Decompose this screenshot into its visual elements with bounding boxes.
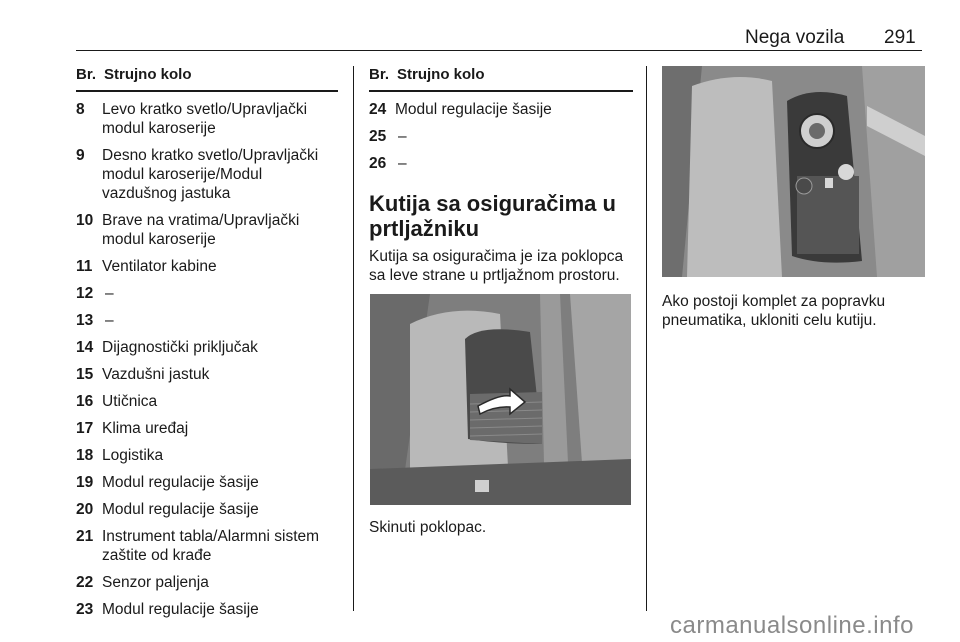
- fuse-circuit: –: [398, 128, 407, 145]
- fuse-number: 20: [76, 501, 94, 518]
- table-row: [76, 600, 338, 619]
- table-row: [76, 211, 338, 249]
- fuse-number: 19: [76, 474, 94, 491]
- table-row: [76, 100, 338, 138]
- table-row: [76, 419, 338, 438]
- fuse-circuit: Logistika: [102, 447, 164, 464]
- fuse-number: 10: [76, 212, 94, 229]
- fuse-circuit: Modul regulacije šasije: [395, 101, 552, 118]
- fuse-number: 15: [76, 366, 94, 383]
- col-name-header: Strujno kolo: [104, 66, 192, 83]
- fuse-number: 13: [76, 312, 94, 329]
- table-row: [76, 284, 338, 303]
- fuse-circuit: –: [105, 312, 114, 329]
- fuse-box-illustration: [662, 66, 925, 277]
- fuse-number: 26: [369, 155, 387, 172]
- fuse-number: 25: [369, 128, 387, 145]
- table-header: [76, 66, 338, 92]
- table-row: [369, 154, 633, 173]
- fuse-number: 23: [76, 601, 94, 618]
- fuse-circuit: Utičnica: [102, 393, 158, 410]
- table-row: [76, 500, 338, 519]
- table-row: [369, 127, 633, 146]
- fuse-circuit: Modul regulacije šasije: [102, 474, 259, 491]
- trunk-cover-illustration: [370, 294, 631, 505]
- table-header: [369, 66, 633, 92]
- table-row: [76, 257, 338, 276]
- figure-caption-1: Skinuti poklopac.: [369, 519, 487, 536]
- header-title: Nega vozila: [745, 27, 845, 48]
- table-row: [76, 311, 338, 330]
- fuse-circuit: Senzor paljenja: [102, 574, 209, 591]
- fuse-box-figure: [662, 66, 925, 277]
- fuse-circuit: Vazdušni jastuk: [102, 366, 210, 383]
- table-row: [76, 338, 338, 357]
- column-divider: [353, 66, 354, 611]
- watermark: carmanualsonline.info: [670, 612, 914, 639]
- table-row: [76, 473, 338, 492]
- fuse-circuit: –: [398, 155, 407, 172]
- fuse-number: 9: [76, 147, 85, 164]
- fuse-circuit: Desno kratko svetlo/Upravljački modul karoserije/Modul vazdušnog jastuka: [102, 147, 319, 202]
- fuse-circuit: –: [105, 285, 114, 302]
- fuse-table-mid: [369, 66, 633, 285]
- fuse-circuit: Brave na vratima/Upravljački modul karoserije: [102, 212, 300, 248]
- fuse-number: 11: [76, 258, 93, 275]
- fuse-number: 12: [76, 285, 94, 302]
- fuse-number: 22: [76, 574, 94, 591]
- fuse-number: 17: [76, 420, 94, 437]
- fuse-circuit: Dijagnostički priključak: [102, 339, 258, 356]
- col-no-header: Br.: [76, 66, 97, 83]
- fuse-table-left: [76, 66, 338, 619]
- column-divider: [646, 66, 647, 611]
- col-no-header: Br.: [369, 66, 390, 83]
- fuse-circuit: Klima uređaj: [102, 420, 189, 437]
- fuse-number: 16: [76, 393, 94, 410]
- fuse-circuit: Modul regulacije šasije: [102, 501, 259, 518]
- fuse-number: 24: [369, 101, 387, 118]
- table-row: [76, 365, 338, 384]
- fuse-circuit: Instrument tabla/Alarmni sistem zaštite od krađe: [102, 528, 320, 564]
- fuse-number: 8: [76, 101, 85, 118]
- table-row: [76, 146, 338, 203]
- section-heading: Kutija sa osiguračima u prtljažniku: [369, 191, 616, 241]
- table-row: [76, 392, 338, 411]
- trunk-cover-figure: [370, 294, 631, 505]
- table-body: [76, 100, 338, 619]
- col-name-header: Strujno kolo: [397, 66, 485, 83]
- figure-caption-2: Ako postoji komplet za popravku pneumatika, ukloniti celu kutiju.: [662, 293, 886, 329]
- page-number: 291: [884, 27, 916, 48]
- fuse-circuit: Levo kratko svetlo/Upravljački modul karoserije: [102, 101, 308, 137]
- header-rule: [76, 50, 922, 51]
- table-row: [76, 446, 338, 465]
- fuse-number: 18: [76, 447, 94, 464]
- fuse-number: 14: [76, 339, 94, 356]
- fuse-number: 21: [76, 528, 94, 545]
- section-intro: Kutija sa osiguračima je iza poklopca sa leve strane u prtljažnom prostoru.: [369, 248, 624, 284]
- table-row: [369, 100, 633, 119]
- fuse-circuit: Ventilator kabine: [102, 258, 217, 275]
- table-row: [76, 527, 338, 565]
- table-row: [76, 573, 338, 592]
- fuse-circuit: Modul regulacije šasije: [102, 601, 259, 618]
